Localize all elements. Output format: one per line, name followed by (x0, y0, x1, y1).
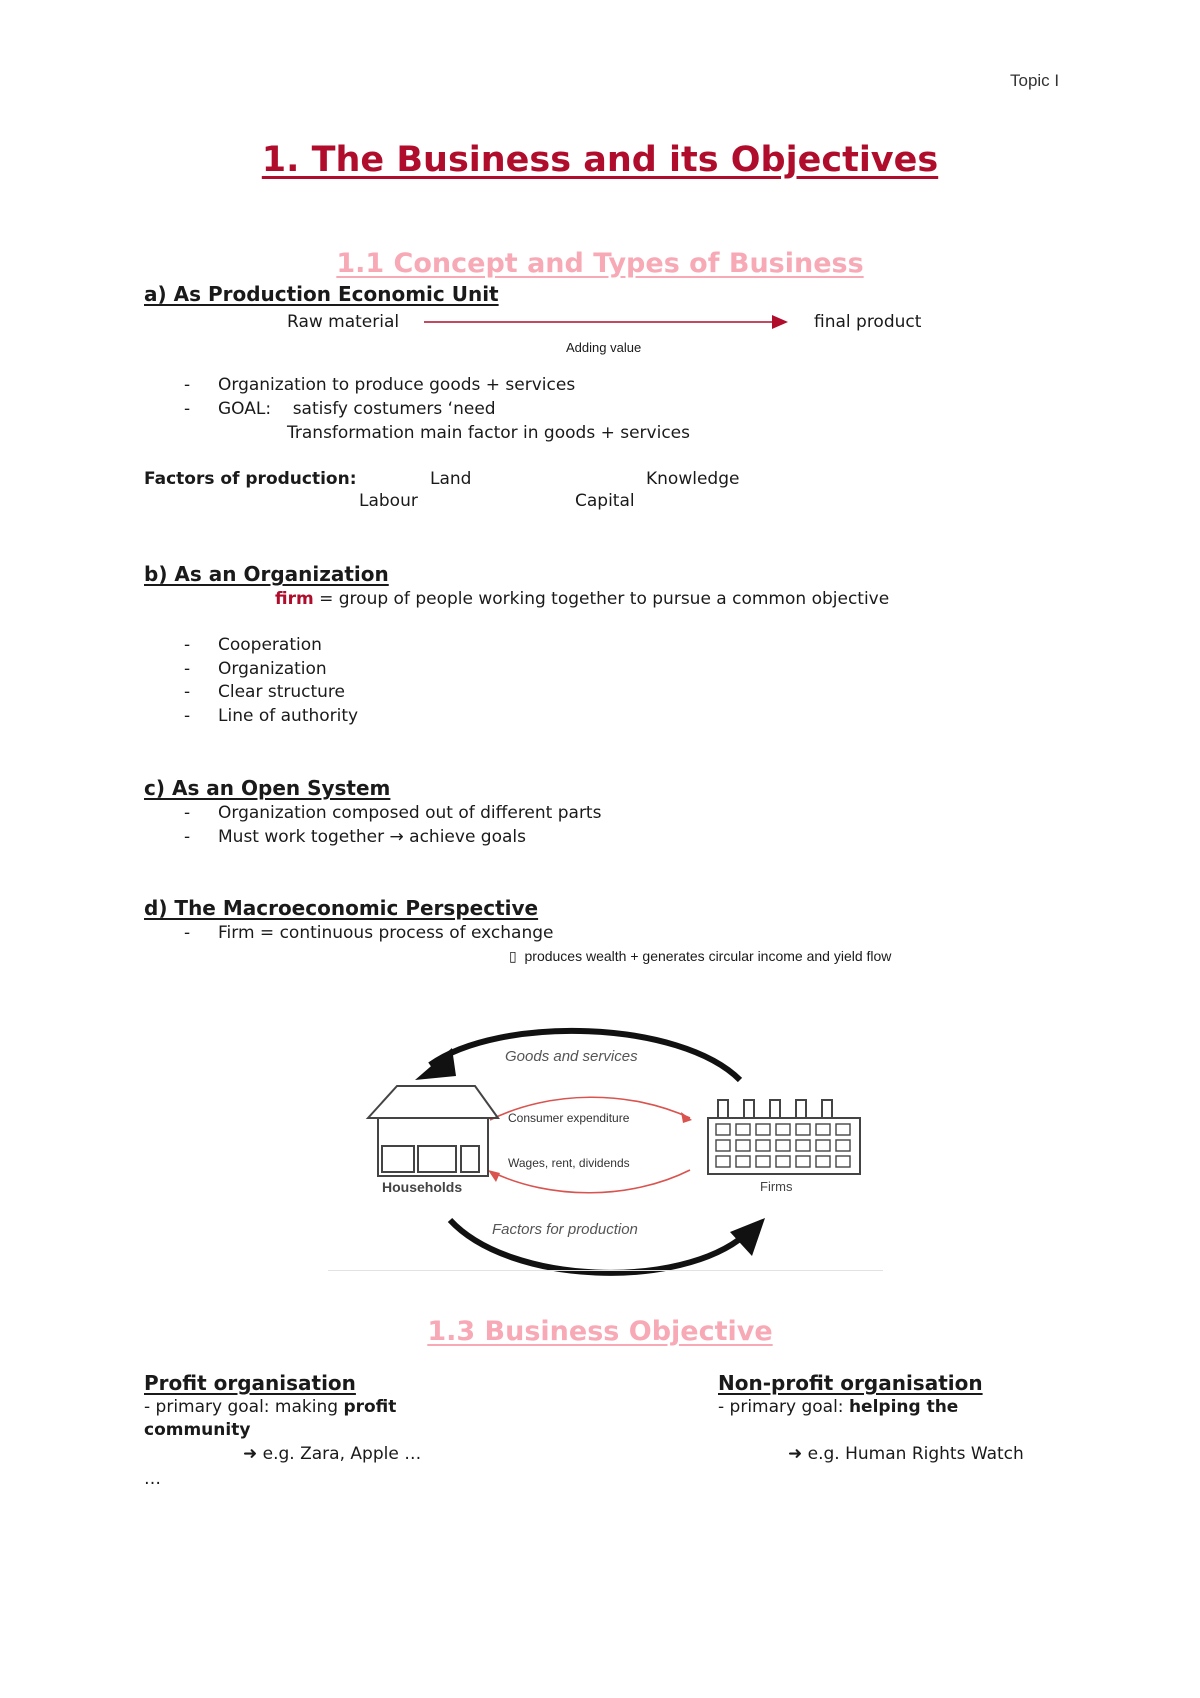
factory-window (736, 1156, 750, 1167)
factory-window (796, 1140, 810, 1151)
subsection-b-heading: b) As an Organization (144, 562, 389, 586)
section-1-1-heading: 1.1 Concept and Types of Business (336, 248, 864, 279)
profit-example (243, 1444, 421, 1464)
factory-window (836, 1156, 850, 1167)
bullet-dash: - (184, 682, 191, 702)
subsection-c-heading: c) As an Open System (144, 776, 391, 800)
wages-arc (492, 1170, 690, 1193)
consumer-expenditure-label: Consumer expenditure (508, 1111, 630, 1125)
factory-window (756, 1156, 770, 1167)
factory-window (716, 1140, 730, 1151)
profit-goal-wrap: community (144, 1420, 251, 1440)
page-title: 1. The Business and its Objectives (261, 140, 939, 180)
list-item: Organization (218, 659, 327, 679)
nonprofit-org-heading: Non-profit organisation (718, 1371, 983, 1395)
raw-material-label: Raw material (287, 312, 400, 332)
factory-window (836, 1140, 850, 1151)
bullet-dash: - (184, 803, 191, 823)
profit-example-text: e.g. Zara, Apple … (262, 1444, 422, 1464)
arrow-right-icon: ➜ (243, 1444, 258, 1464)
list-item: GOAL: satisfy costumers ‘need (218, 399, 496, 419)
factor-land: Land (430, 469, 472, 489)
section-1-3-heading: 1.3 Business Objective (427, 1316, 773, 1347)
profit-ellipsis: … (144, 1469, 161, 1489)
wealth-note (509, 948, 891, 965)
factory-window (736, 1140, 750, 1151)
adding-value-label: Adding value (566, 340, 642, 355)
bullet-dash: - (184, 706, 191, 726)
page-header-topic: Topic I (1010, 71, 1060, 90)
bullet-dash: - (184, 375, 191, 395)
factor-capital: Capital (575, 491, 635, 511)
factors-production-label: Factors for production (492, 1221, 638, 1238)
diagram-divider (328, 1270, 883, 1271)
factory-window (796, 1124, 810, 1135)
households-label: Households (382, 1179, 463, 1195)
factor-labour: Labour (359, 491, 418, 511)
firm-definition-text: = group of people working together to pursue a common objective (313, 589, 890, 609)
list-item-continuation: Transformation main factor in goods + services (287, 423, 690, 443)
factory-icon (708, 1100, 860, 1174)
household-icon (368, 1086, 498, 1176)
bullet-dash: - (184, 923, 191, 943)
profit-goal-prefix: - primary goal: making (144, 1397, 344, 1417)
nonprofit-goal-prefix: - primary goal: (718, 1397, 849, 1417)
goods-services-label: Goods and services (505, 1048, 638, 1065)
subsection-d-heading: d) The Macroeconomic Perspective (144, 896, 539, 920)
arrow-right-icon: ➜ (788, 1444, 803, 1464)
bullet-dash: - (184, 399, 191, 419)
list-item: Cooperation (218, 635, 322, 655)
list-item: Line of authority (218, 706, 359, 726)
bullet-dash: - (184, 827, 191, 847)
nonprofit-goal-bold: helping the (848, 1397, 959, 1417)
firm-definition (275, 589, 889, 609)
profit-org-heading: Profit organisation (144, 1371, 356, 1395)
factory-window (776, 1124, 790, 1135)
final-product-label: final product (814, 312, 922, 332)
factory-window (796, 1156, 810, 1167)
list-item: Clear structure (218, 682, 346, 702)
factors-arrowhead-icon (730, 1218, 765, 1256)
factory-windows (716, 1124, 850, 1167)
firm-term: firm (275, 589, 314, 609)
factory-window (736, 1124, 750, 1135)
factor-knowledge: Knowledge (646, 469, 740, 489)
list-item: Must work together → achieve goals (218, 827, 527, 847)
factory-window (816, 1140, 830, 1151)
firms-label: Firms (760, 1179, 793, 1194)
note-glyph-icon: ▯ (509, 948, 517, 964)
factory-window (716, 1124, 730, 1135)
circular-flow-diagram (320, 1010, 890, 1295)
factory-window (816, 1156, 830, 1167)
list-item: Organization composed out of different parts (218, 803, 602, 823)
factory-window (756, 1124, 770, 1135)
goods-arrowhead-icon (415, 1048, 456, 1080)
profit-goal-bold: profit (343, 1397, 397, 1417)
nonprofit-example (788, 1444, 1024, 1464)
value-arrow-icon (420, 312, 790, 332)
wages-label: Wages, rent, dividends (508, 1156, 630, 1170)
factory-window (836, 1124, 850, 1135)
bullet-dash: - (184, 635, 191, 655)
expenditure-arrowhead-icon (681, 1112, 692, 1123)
subsection-a-heading: a) As Production Economic Unit (144, 282, 499, 306)
list-item: Firm = continuous process of exchange (218, 923, 554, 943)
wages-arrowhead-icon (488, 1170, 500, 1182)
nonprofit-example-text: e.g. Human Rights Watch (807, 1444, 1024, 1464)
profit-goal-line (144, 1397, 396, 1417)
factory-window (716, 1156, 730, 1167)
factory-window (776, 1156, 790, 1167)
bullet-dash: - (184, 659, 191, 679)
nonprofit-goal-line (718, 1397, 958, 1417)
list-item: Organization to produce goods + services (218, 375, 576, 395)
wealth-note-text: produces wealth + generates circular income and yield flow (524, 948, 892, 964)
factory-window (816, 1124, 830, 1135)
factors-label: Factors of production: (144, 469, 357, 489)
factory-window (756, 1140, 770, 1151)
factory-window (776, 1140, 790, 1151)
